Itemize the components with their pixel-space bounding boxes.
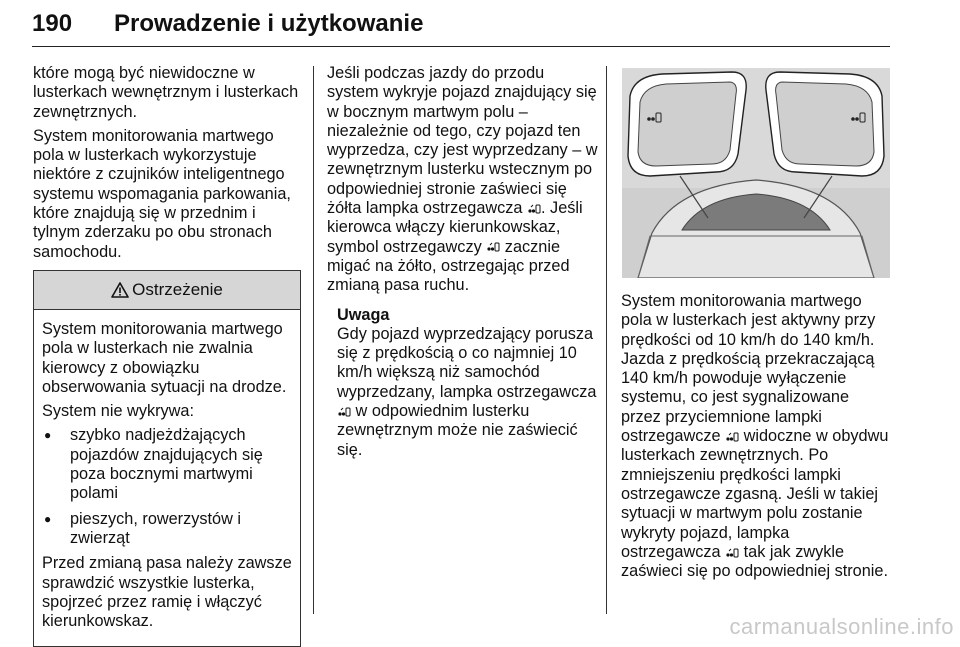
column-divider [313, 66, 314, 614]
warning-triangle-icon [111, 282, 129, 298]
paragraph: Przed zmianą pasa należy zawsze sprawdzić wszystkie lusterka, spojrzeć przez ramię i włączyć kierunkowskaz. [42, 554, 292, 631]
blind-spot-warning-icon [527, 204, 541, 214]
paragraph: które mogą być niewidoczne w lusterkach wewnętrznym i lusterkach zewnętrznych. [33, 64, 299, 121]
column-divider [606, 66, 607, 614]
list-item: ● pieszych, rowerzystów i zwierząt [42, 510, 292, 549]
page-number: 190 [32, 10, 73, 37]
list-item: ● szybko nadjeżdżających pojazdów znajdujących się poza bocznymi martwymi polami [42, 426, 292, 503]
blind-spot-warning-icon [725, 548, 739, 558]
note-block [327, 306, 599, 460]
warning-title: Ostrzeżenie [132, 280, 223, 300]
blind-spot-warning-icon [725, 432, 739, 442]
paragraph: System nie wykrywa: [42, 402, 194, 421]
paragraph: Gdy pojazd wyprzedzający porusza się z prędkością o co najmniej 10 km/h większą niż samochód wyprzedzany, lampka ostrzegawcza w odpowiednim lusterku zewnętrznym może nie zaświecić się. [337, 324, 597, 459]
note-title: Uwaga [337, 305, 390, 324]
column-right [621, 292, 891, 586]
page-header [32, 8, 890, 47]
paragraph: System monitorowania martwego pola w lusterkach jest aktywny przy prędkości od 10 km/h do 140 km/h. Jazda z prędkością przekraczającą 140 km/h powoduje wyłączenie systemu, co jest sygnalizowane przez przyciemnione lampki ostrzegawcze widoczne w obydwu lusterkach zewnętrznych. Po zmniejszeniu prędkości lampki ostrzegawcze zgasną. Jeśli w takiej sytuacji w martwym polu zostanie wykryty pojazd, lampka ostrzegawcza tak jak zwykle zaświeci się po odpowiedniej stronie. [621, 292, 889, 581]
paragraph: System monitorowania martwego pola w lusterkach wykorzystuje niektóre z czujników inteligentnego systemu wspomagania parkowania, które znajdują się w przednim i tylnym zderzaku po obu stronach samochodu. [33, 126, 291, 261]
bullet-list [42, 426, 292, 548]
paragraph: Jeśli podczas jazdy do przodu system wykryje pojazd znajdujący się w bocznym martwym polu – niezależnie od tego, czy pojazd ten wyprzedza, czy jest wyprzedzany – w zewnętrznym lusterku wstecznym po odpowiedniej stronie zaświeci się żółta lampka ostrzegawcza . Jeśli kierowca włączy kierunkowskaz, symbol ostrzegawczy zacznie migać na żółto, ostrzegając przed zmianą pasa ruchu. [327, 64, 598, 295]
blind-spot-warning-icon [337, 407, 351, 417]
warning-header [34, 271, 300, 310]
column-middle [327, 64, 599, 465]
column-left [33, 64, 301, 647]
warning-box [33, 270, 301, 647]
watermark: carmanualsonline.info [729, 614, 954, 639]
mirrors-illustration [622, 68, 890, 278]
chapter-title: Prowadzenie i użytkowanie [114, 10, 424, 37]
warning-body [34, 310, 300, 646]
blind-spot-warning-icon [486, 242, 500, 252]
paragraph: System monitorowania martwego pola w lusterkach nie zwalnia kierowcy z obowiązku obserwowania sytuacji na drodze. [42, 319, 287, 396]
